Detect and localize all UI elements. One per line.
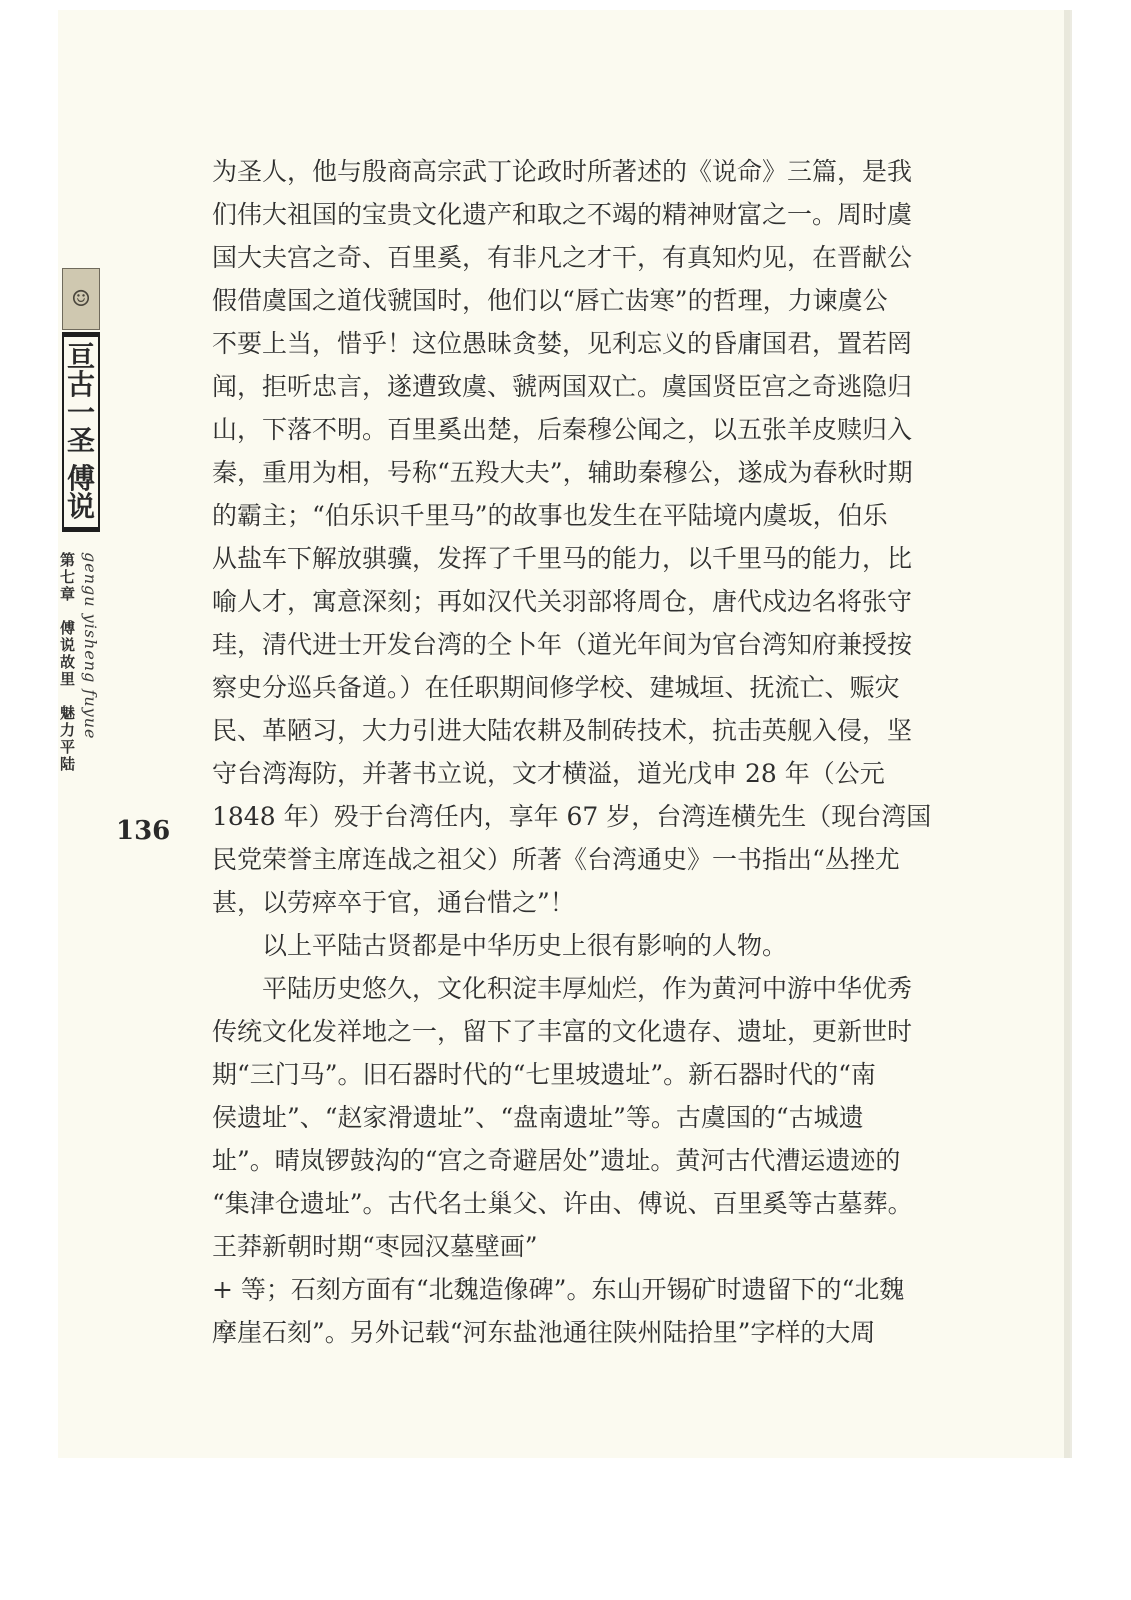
sage-portrait-icon: ☺ [62,268,100,330]
paragraph-3 [212,967,952,1354]
text-line: 从盐车下解放骐骥，发挥了千里马的能力，以千里马的能力，比 [212,544,913,573]
text-line: 期“三门马”。旧石器时代的“七里坡遗址”。新石器时代的“南 [212,1060,876,1089]
text-line: 民党荣誉主席连战之祖父）所著《台湾通史》一书指出“丛挫尤 [212,845,900,874]
text-line: 察史分巡兵备道。）在任职期间修学校、建城垣、抚流亡、赈灾 [212,673,900,702]
page-sidebar [54,262,106,862]
page-edge [1064,10,1070,1458]
text-line: 民、革陋习，大力引进大陆农耕及制砖技术，抗击英舰入侵，坚 [212,716,913,745]
book-title-char: 亘 [66,340,95,373]
body-text [212,150,952,1354]
text-line: 秦，重用为相，号称“五羖大夫”，辅助秦穆公，遂成为春秋时期 [212,458,913,487]
text-line: 为圣人，他与殷商高宗武丁论政时所著述的《说命》三篇，是我 [212,157,913,186]
text-line: 王莽新朝时期“枣园汉墓壁画” [212,1232,538,1261]
text-line: 不要上当，惜乎！这位愚昧贪婪，见利忘义的昏庸国君，置若罔 [212,329,913,358]
text-line: 守台湾海防，并著书立说，文才横溢，道光戊申 28 年（公元 [212,759,885,788]
text-line: 假借虞国之道伐虢国时，他们以“唇亡齿寒”的哲理，力谏虞公 [212,286,888,315]
text-line: 国大夫宫之奇、百里奚，有非凡之才干，有真知灼见，在晋献公 [212,243,913,272]
text-line: 址”。晴岚锣鼓沟的“宫之奇避居处”遗址。黄河古代漕运遗迹的 [212,1146,901,1175]
text-line: 甚，以劳瘁卒于官，通台惜之”！ [212,888,575,917]
text-line: 珪，清代进士开发台湾的仝卜年（道光年间为官台湾知府兼授按 [212,630,913,659]
book-title-char: 一 [66,396,95,429]
text-line: “集津仓遗址”。古代名士巢父、许由、傅说、百里奚等古墓葬。 [212,1189,913,1218]
text-line: 喻人才，寓意深刻；再如汉代关羽部将周仓，唐代戍边名将张守 [212,587,913,616]
text-line: 传统文化发祥地之一，留下了丰富的文化遗存、遗址，更新世时 [212,1017,913,1046]
book-title-char: 圣 [66,424,95,457]
text-line: 以上平陆古贤都是中华历史上很有影响的人物。 [262,931,788,960]
text-line: 闻，拒听忠言，遂遭致虞、虢两国双亡。虞国贤臣宫之奇逃隐归 [212,372,913,401]
text-line: 的霸主；“伯乐识千里马”的故事也发生在平陆境内虞坂，伯乐 [212,501,888,530]
chapter-label: 第七章 傅说故里 魅力平陆 [58,552,76,773]
text-line: 1848 年）殁于台湾任内，享年 67 岁，台湾连横先生（现台湾国 [212,802,932,831]
text-line: 侯遗址”、“赵家滑遗址”、“盘南遗址”等。古虞国的“古城遗 [212,1103,864,1132]
pinyin-title: gengu yisheng fuyue [81,552,100,740]
book-title [62,332,100,532]
text-line: 山，下落不明。百里奚出楚，后秦穆公闻之，以五张羊皮赎归入 [212,415,913,444]
paragraph-1 [212,150,952,924]
book-title-char: 说 [66,490,95,523]
text-line: 摩崖石刻”。另外记载“河东盐池通往陕州陆拾里”字样的大周 [212,1318,876,1347]
book-title-char: 傅 [66,462,95,495]
page-number: 136 [116,816,171,846]
text-line: 平陆历史悠久，文化积淀丰厚灿烂，作为黄河中游中华优秀 [262,974,913,1003]
book-title-char: 古 [66,368,95,401]
text-line: + 等；石刻方面有“北魏造像碑”。东山开锡矿时遗留下的“北魏 [212,1275,905,1304]
paragraph-2 [212,924,952,967]
text-line: 们伟大祖国的宝贵文化遗产和取之不竭的精神财富之一。周时虞 [212,200,913,229]
